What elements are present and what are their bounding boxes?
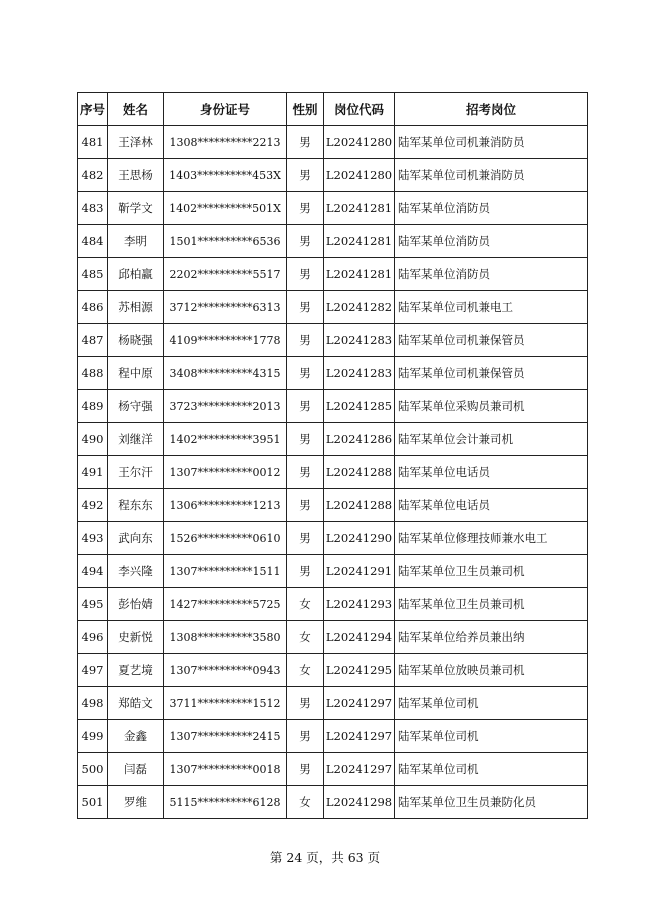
cell-name: 夏艺境: [108, 654, 164, 687]
cell-id-number: 1306**********1213: [164, 489, 287, 522]
cell-serial: 499: [78, 720, 108, 753]
cell-id-number: 1526**********0610: [164, 522, 287, 555]
roster-table: [77, 92, 588, 819]
cell-name: 史新悦: [108, 621, 164, 654]
cell-serial: 492: [78, 489, 108, 522]
table-row: [78, 489, 588, 522]
cell-post-code: L20241281: [324, 192, 395, 225]
cell-id-number: 1307**********0012: [164, 456, 287, 489]
cell-post: 陆军某单位消防员: [395, 225, 588, 258]
cell-id-number: 5115**********6128: [164, 786, 287, 819]
cell-gender: 男: [287, 753, 324, 786]
cell-serial: 495: [78, 588, 108, 621]
cell-post: 陆军某单位消防员: [395, 258, 588, 291]
page-footer: 第 24 页，共 63 页: [269, 850, 381, 865]
table-row: [78, 621, 588, 654]
cell-name: 杨守强: [108, 390, 164, 423]
cell-post: 陆军某单位司机: [395, 753, 588, 786]
cell-post-code: L20241282: [324, 291, 395, 324]
cell-post-code: L20241297: [324, 720, 395, 753]
cell-post: 陆军某单位会计兼司机: [395, 423, 588, 456]
table-row: [78, 159, 588, 192]
cell-serial: 483: [78, 192, 108, 225]
cell-id-number: 1402**********501X: [164, 192, 287, 225]
cell-post-code: L20241297: [324, 687, 395, 720]
cell-serial: 494: [78, 555, 108, 588]
table-row: [78, 357, 588, 390]
cell-post-code: L20241297: [324, 753, 395, 786]
cell-post-code: L20241283: [324, 324, 395, 357]
cell-gender: 男: [287, 390, 324, 423]
cell-id-number: 3723**********2013: [164, 390, 287, 423]
cell-id-number: 4109**********1778: [164, 324, 287, 357]
cell-gender: 男: [287, 258, 324, 291]
table-row: [78, 291, 588, 324]
table-row: [78, 126, 588, 159]
cell-serial: 491: [78, 456, 108, 489]
cell-post-code: L20241285: [324, 390, 395, 423]
cell-gender: 男: [287, 555, 324, 588]
table-row: [78, 687, 588, 720]
cell-name: 郑皓文: [108, 687, 164, 720]
cell-gender: 男: [287, 489, 324, 522]
cell-serial: 501: [78, 786, 108, 819]
cell-serial: 485: [78, 258, 108, 291]
cell-gender: 男: [287, 456, 324, 489]
table-row: [78, 720, 588, 753]
cell-post-code: L20241283: [324, 357, 395, 390]
cell-name: 程中原: [108, 357, 164, 390]
cell-post: 陆军某单位卫生员兼司机: [395, 588, 588, 621]
cell-id-number: 3408**********4315: [164, 357, 287, 390]
header-serial: 序号: [78, 93, 108, 126]
cell-name: 王思杨: [108, 159, 164, 192]
cell-name: 刘继洋: [108, 423, 164, 456]
cell-name: 李兴隆: [108, 555, 164, 588]
table-row: [78, 324, 588, 357]
cell-id-number: 1308**********3580: [164, 621, 287, 654]
cell-post: 陆军某单位司机: [395, 720, 588, 753]
header-gender: 性别: [287, 93, 324, 126]
table-row: [78, 390, 588, 423]
cell-post-code: L20241280: [324, 159, 395, 192]
header-name: 姓名: [108, 93, 164, 126]
table-row: [78, 423, 588, 456]
cell-gender: 男: [287, 324, 324, 357]
table-row: [78, 456, 588, 489]
cell-serial: 486: [78, 291, 108, 324]
cell-serial: 489: [78, 390, 108, 423]
cell-gender: 男: [287, 423, 324, 456]
table-row: [78, 522, 588, 555]
cell-gender: 男: [287, 357, 324, 390]
cell-gender: 男: [287, 192, 324, 225]
table-row: [78, 786, 588, 819]
cell-post: 陆军某单位司机兼消防员: [395, 159, 588, 192]
cell-serial: 484: [78, 225, 108, 258]
cell-post: 陆军某单位修理技师兼水电工: [395, 522, 588, 555]
header-post-code: 岗位代码: [324, 93, 395, 126]
header-id-number: 身份证号: [164, 93, 287, 126]
header-post: 招考岗位: [395, 93, 588, 126]
table-row: [78, 654, 588, 687]
table-row: [78, 225, 588, 258]
cell-post-code: L20241280: [324, 126, 395, 159]
cell-name: 罗维: [108, 786, 164, 819]
cell-gender: 男: [287, 720, 324, 753]
cell-gender: 女: [287, 786, 324, 819]
cell-gender: 男: [287, 159, 324, 192]
table-row: [78, 555, 588, 588]
cell-serial: 500: [78, 753, 108, 786]
cell-serial: 481: [78, 126, 108, 159]
cell-id-number: 1501**********6536: [164, 225, 287, 258]
cell-post-code: L20241288: [324, 489, 395, 522]
cell-id-number: 1307**********0018: [164, 753, 287, 786]
cell-id-number: 3711**********1512: [164, 687, 287, 720]
cell-id-number: 1307**********2415: [164, 720, 287, 753]
cell-post-code: L20241294: [324, 621, 395, 654]
cell-post-code: L20241291: [324, 555, 395, 588]
cell-id-number: 3712**********6313: [164, 291, 287, 324]
cell-serial: 487: [78, 324, 108, 357]
cell-post: 陆军某单位司机兼电工: [395, 291, 588, 324]
table-row: [78, 258, 588, 291]
cell-post: 陆军某单位放映员兼司机: [395, 654, 588, 687]
cell-id-number: 1403**********453X: [164, 159, 287, 192]
cell-post-code: L20241298: [324, 786, 395, 819]
cell-post: 陆军某单位消防员: [395, 192, 588, 225]
table-row: [78, 192, 588, 225]
cell-serial: 497: [78, 654, 108, 687]
cell-post: 陆军某单位司机兼保管员: [395, 324, 588, 357]
cell-id-number: 1307**********1511: [164, 555, 287, 588]
cell-name: 程东东: [108, 489, 164, 522]
cell-serial: 496: [78, 621, 108, 654]
cell-post: 陆军某单位卫生员兼防化员: [395, 786, 588, 819]
cell-name: 杨晓强: [108, 324, 164, 357]
cell-name: 武向东: [108, 522, 164, 555]
cell-gender: 男: [287, 291, 324, 324]
cell-gender: 女: [287, 621, 324, 654]
cell-post-code: L20241288: [324, 456, 395, 489]
cell-name: 闫磊: [108, 753, 164, 786]
cell-id-number: 1427**********5725: [164, 588, 287, 621]
cell-post-code: L20241290: [324, 522, 395, 555]
cell-post: 陆军某单位采购员兼司机: [395, 390, 588, 423]
cell-name: 金鑫: [108, 720, 164, 753]
cell-post-code: L20241293: [324, 588, 395, 621]
cell-post-code: L20241281: [324, 225, 395, 258]
cell-id-number: 1308**********2213: [164, 126, 287, 159]
cell-name: 彭怡婧: [108, 588, 164, 621]
cell-serial: 490: [78, 423, 108, 456]
table-header-row: [78, 93, 588, 126]
cell-post: 陆军某单位电话员: [395, 456, 588, 489]
cell-post-code: L20241295: [324, 654, 395, 687]
cell-id-number: 1402**********3951: [164, 423, 287, 456]
cell-name: 李明: [108, 225, 164, 258]
cell-post: 陆军某单位司机: [395, 687, 588, 720]
cell-post-code: L20241286: [324, 423, 395, 456]
cell-gender: 男: [287, 522, 324, 555]
cell-name: 王尔汗: [108, 456, 164, 489]
table-row: [78, 588, 588, 621]
cell-gender: 女: [287, 588, 324, 621]
cell-post: 陆军某单位给养员兼出纳: [395, 621, 588, 654]
cell-post-code: L20241281: [324, 258, 395, 291]
cell-id-number: 2202**********5517: [164, 258, 287, 291]
cell-name: 邱柏赢: [108, 258, 164, 291]
cell-id-number: 1307**********0943: [164, 654, 287, 687]
cell-name: 王泽林: [108, 126, 164, 159]
cell-post: 陆军某单位司机兼消防员: [395, 126, 588, 159]
cell-post: 陆军某单位卫生员兼司机: [395, 555, 588, 588]
cell-serial: 493: [78, 522, 108, 555]
cell-post: 陆军某单位电话员: [395, 489, 588, 522]
cell-name: 苏相源: [108, 291, 164, 324]
cell-gender: 男: [287, 126, 324, 159]
cell-gender: 男: [287, 225, 324, 258]
table-row: [78, 753, 588, 786]
cell-gender: 男: [287, 687, 324, 720]
cell-serial: 498: [78, 687, 108, 720]
cell-gender: 女: [287, 654, 324, 687]
cell-post: 陆军某单位司机兼保管员: [395, 357, 588, 390]
cell-name: 靳学文: [108, 192, 164, 225]
cell-serial: 482: [78, 159, 108, 192]
cell-serial: 488: [78, 357, 108, 390]
